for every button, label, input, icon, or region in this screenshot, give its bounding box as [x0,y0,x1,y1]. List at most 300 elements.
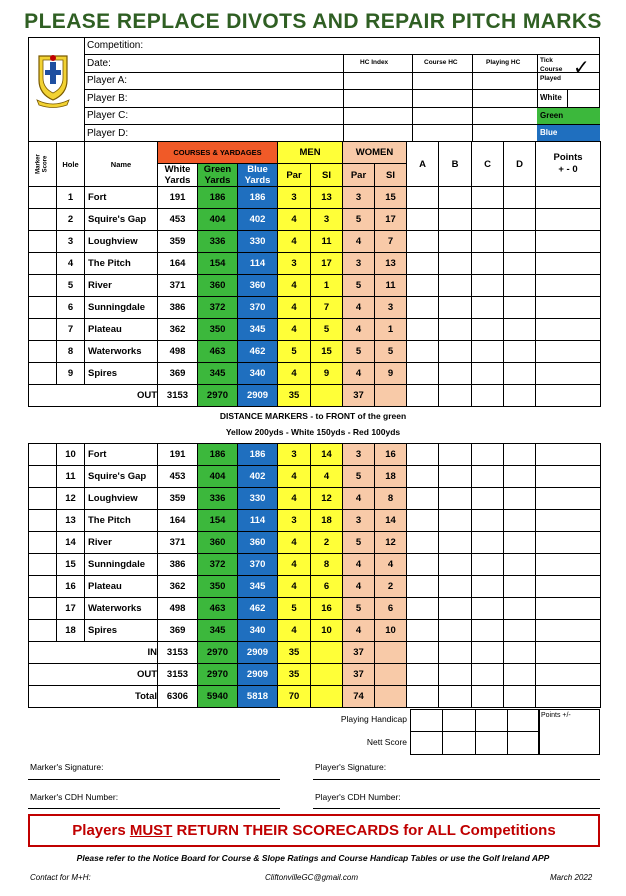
women-si: 11 [375,275,407,297]
player-c-score-cell[interactable] [472,187,504,209]
marker-score-cell[interactable] [29,319,57,341]
women-par-total: 37 [343,664,375,686]
player-b-score-cell[interactable] [439,363,472,385]
marker-score-cell[interactable] [29,363,57,385]
table-row [29,187,601,209]
men-si: 13 [311,187,343,209]
player-c-score-cell[interactable] [472,209,504,231]
player-b-score-cell[interactable] [439,444,472,466]
white-yards: 386 [158,297,198,319]
player-c-score-cell[interactable] [472,341,504,363]
white-yards: 453 [158,209,198,231]
hole-number: 9 [57,363,85,385]
blue-total: 2909 [238,642,278,664]
women-par: 4 [343,363,375,385]
points-cell[interactable] [536,510,601,532]
hole-name: Plateau [85,576,158,598]
green-yards: 404 [198,466,238,488]
women-si: 10 [375,620,407,642]
player-c-total-cell[interactable] [472,385,504,407]
hole-number: 15 [57,554,85,576]
men-header: MEN [278,142,343,164]
marker-score-cell[interactable] [29,341,57,363]
women-si: 18 [375,466,407,488]
women-par-total: 37 [343,642,375,664]
footer-date: March 2022 [550,873,593,882]
player-a-score-cell[interactable] [407,488,439,510]
points-cell[interactable] [536,341,601,363]
men-par: 3 [278,187,311,209]
player-c-score-cell[interactable] [472,231,504,253]
player-a-score-cell[interactable] [407,209,439,231]
player-b-score-cell[interactable] [439,187,472,209]
player-a-score-cell[interactable] [407,620,439,642]
points-cell[interactable] [536,319,601,341]
marker-score-header: Marker Score [29,142,57,187]
hole-name: Sunningdale [85,554,158,576]
green-yards: 336 [198,488,238,510]
hole-number: 16 [57,576,85,598]
player-b-score-cell[interactable] [439,598,472,620]
men-par-header: Par [278,164,311,187]
player-b-total-cell[interactable] [439,642,472,664]
player-b-score-cell[interactable] [439,576,472,598]
blue-yards: 114 [238,253,278,275]
points-cell[interactable] [536,554,601,576]
table-row [29,466,601,488]
women-par-total: 37 [343,385,375,407]
player-b-label: Player B: [87,93,128,104]
player-a-score-cell[interactable] [407,297,439,319]
marker-score-cell[interactable] [29,187,57,209]
player-a-total-cell[interactable] [407,642,439,664]
white-yards: 498 [158,341,198,363]
green-total: 5940 [198,686,238,708]
green-yards: 404 [198,209,238,231]
hole-number: 4 [57,253,85,275]
player-a-score-cell[interactable] [407,319,439,341]
marker-score-cell[interactable] [29,532,57,554]
blue-yards: 462 [238,598,278,620]
men-par: 4 [278,554,311,576]
hole-name: Squire's Gap [85,466,158,488]
total-label: Total [29,686,158,708]
table-row [29,319,601,341]
women-par: 3 [343,253,375,275]
green-yards: 350 [198,576,238,598]
player-d-score-cell[interactable] [504,209,536,231]
marker-score-cell[interactable] [29,253,57,275]
white-yards: 498 [158,598,198,620]
hole-number: 12 [57,488,85,510]
player-d-score-cell[interactable] [504,231,536,253]
men-par: 3 [278,253,311,275]
marker-score-cell[interactable] [29,620,57,642]
points-cell[interactable] [536,444,601,466]
player-c-score-cell[interactable] [472,598,504,620]
total-row [29,664,601,686]
hole-number: 17 [57,598,85,620]
player-d-score-cell[interactable] [504,275,536,297]
women-par: 4 [343,576,375,598]
player-a-score-cell[interactable] [407,554,439,576]
points-total-cell[interactable] [536,642,601,664]
player-a-score-cell[interactable] [407,231,439,253]
player-d-total-cell[interactable] [504,686,536,708]
player-a-score-cell[interactable] [407,510,439,532]
player-b-col-header: B [439,142,472,187]
player-b-score-cell[interactable] [439,231,472,253]
men-par: 3 [278,510,311,532]
women-si-header: SI [375,164,407,187]
women-par: 5 [343,598,375,620]
women-par: 5 [343,209,375,231]
total-label: IN [29,642,158,664]
player-a-score-cell[interactable] [407,444,439,466]
men-par: 4 [278,275,311,297]
blue-yards: 330 [238,231,278,253]
points-cell[interactable] [536,576,601,598]
hole-name: The Pitch [85,510,158,532]
marker-score-cell[interactable] [29,576,57,598]
women-si: 2 [375,576,407,598]
men-si: 7 [311,297,343,319]
blue-yards: 340 [238,620,278,642]
player-b-score-cell[interactable] [439,319,472,341]
white-yards: 371 [158,532,198,554]
women-si: 9 [375,363,407,385]
player-d-score-cell[interactable] [504,510,536,532]
player-c-score-cell[interactable] [472,510,504,532]
white-total: 6306 [158,686,198,708]
men-si: 4 [311,466,343,488]
women-par: 5 [343,466,375,488]
marker-score-cell[interactable] [29,275,57,297]
back-nine-table [28,443,601,708]
men-si: 5 [311,319,343,341]
playing-handicap-label: Playing Handicap [340,714,407,724]
player-b-score-cell[interactable] [439,209,472,231]
women-si-empty [375,686,407,708]
table-row [29,598,601,620]
women-si: 3 [375,297,407,319]
table-row [29,231,601,253]
men-par: 4 [278,297,311,319]
men-si: 2 [311,532,343,554]
women-si-empty [375,642,407,664]
women-si-empty [375,385,407,407]
points-cell[interactable] [536,231,601,253]
hole-name: River [85,532,158,554]
men-par-total: 70 [278,686,311,708]
player-b-score-cell[interactable] [439,488,472,510]
player-d-score-cell[interactable] [504,253,536,275]
green-yards: 154 [198,253,238,275]
player-c-total-cell[interactable] [472,686,504,708]
points-pm-label: Points +/- [541,712,571,719]
playing-hc-label: Playing HC [486,59,521,66]
player-a-score-cell[interactable] [407,576,439,598]
player-a-score-cell[interactable] [407,532,439,554]
table-row [29,620,601,642]
player-c-score-cell[interactable] [472,275,504,297]
player-b-score-cell[interactable] [439,532,472,554]
points-cell[interactable] [536,253,601,275]
player-b-total-cell[interactable] [439,385,472,407]
women-si: 15 [375,187,407,209]
men-par: 4 [278,576,311,598]
table-row [29,554,601,576]
player-a-score-cell[interactable] [407,363,439,385]
tick-course-label: Tick Course Played [540,57,563,82]
men-par: 4 [278,532,311,554]
notice-board-note: Please refer to the Notice Board for Course & Slope Ratings and Course Handicap Tables or use the Golf Ireland APP [76,853,550,863]
player-a-score-cell[interactable] [407,275,439,297]
hole-number: 7 [57,319,85,341]
player-c-score-cell[interactable] [472,319,504,341]
points-cell[interactable] [536,532,601,554]
blue-yards-header: Blue Yards [238,164,278,187]
hole-number: 5 [57,275,85,297]
player-c-score-cell[interactable] [472,253,504,275]
player-d-total-cell[interactable] [504,642,536,664]
marker-score-cell[interactable] [29,444,57,466]
blue-total: 2909 [238,385,278,407]
marker-score-cell[interactable] [29,488,57,510]
player-d-score-cell[interactable] [504,187,536,209]
player-c-score-cell[interactable] [472,532,504,554]
player-b-score-cell[interactable] [439,620,472,642]
player-d-score-cell[interactable] [504,554,536,576]
white-yards: 164 [158,510,198,532]
player-a-score-cell[interactable] [407,187,439,209]
green-total: 2970 [198,385,238,407]
player-b-score-cell[interactable] [439,554,472,576]
player-c-score-cell[interactable] [472,444,504,466]
player-d-score-cell[interactable] [504,532,536,554]
white-yards: 369 [158,363,198,385]
player-b-score-cell[interactable] [439,510,472,532]
women-par: 3 [343,187,375,209]
player-c-score-cell[interactable] [472,576,504,598]
player-c-total-cell[interactable] [472,642,504,664]
points-total-cell[interactable] [536,385,601,407]
points-total-cell[interactable] [536,664,601,686]
points-cell[interactable] [536,297,601,319]
green-yards: 345 [198,620,238,642]
marker-score-cell[interactable] [29,598,57,620]
player-b-score-cell[interactable] [439,297,472,319]
player-d-score-cell[interactable] [504,488,536,510]
table-row [29,363,601,385]
green-yards: 463 [198,341,238,363]
player-c-score-cell[interactable] [472,363,504,385]
hole-name: Loughview [85,231,158,253]
hole-number: 8 [57,341,85,363]
women-si: 4 [375,554,407,576]
green-yards: 360 [198,275,238,297]
men-par: 4 [278,620,311,642]
marker-cdh-label: Marker's CDH Number: [30,792,119,802]
player-d-score-cell[interactable] [504,620,536,642]
blue-yards: 360 [238,275,278,297]
player-c-score-cell[interactable] [472,466,504,488]
hole-name: Waterworks [85,341,158,363]
white-yards: 359 [158,488,198,510]
hole-name: Plateau [85,319,158,341]
player-a-total-cell[interactable] [407,664,439,686]
player-d-score-cell[interactable] [504,576,536,598]
hole-name: Sunningdale [85,297,158,319]
player-a-score-cell[interactable] [407,598,439,620]
green-yards: 360 [198,532,238,554]
player-b-total-cell[interactable] [439,686,472,708]
green-yards: 345 [198,363,238,385]
table-row [29,444,601,466]
player-b-score-cell[interactable] [439,341,472,363]
hole-number: 6 [57,297,85,319]
hc-index-label: HC Index [360,59,389,66]
men-par: 4 [278,363,311,385]
marker-score-cell[interactable] [29,510,57,532]
player-d-score-cell[interactable] [504,444,536,466]
points-cell[interactable] [536,209,601,231]
men-si: 15 [311,341,343,363]
table-row [29,488,601,510]
nett-score-label: Nett Score [366,737,407,747]
table-row [29,253,601,275]
hole-number: 13 [57,510,85,532]
women-par: 4 [343,231,375,253]
player-d-score-cell[interactable] [504,363,536,385]
men-si: 18 [311,510,343,532]
white-yards: 164 [158,253,198,275]
women-si: 1 [375,319,407,341]
blue-yards: 340 [238,363,278,385]
hole-name: River [85,275,158,297]
player-signature-label: Player's Signature: [315,762,387,772]
table-row [29,209,601,231]
men-si: 1 [311,275,343,297]
player-d-score-cell[interactable] [504,598,536,620]
player-c-score-cell[interactable] [472,620,504,642]
competition-label: Competition: [87,40,144,51]
green-yards: 336 [198,231,238,253]
men-si: 16 [311,598,343,620]
total-row [29,642,601,664]
women-par: 4 [343,319,375,341]
points-cell[interactable] [536,598,601,620]
women-par: 3 [343,444,375,466]
player-d-score-cell[interactable] [504,319,536,341]
blue-yards: 345 [238,576,278,598]
tick-mark-icon: ✓ [573,57,590,79]
green-yards: 372 [198,554,238,576]
points-cell[interactable] [536,488,601,510]
player-d-score-cell[interactable] [504,341,536,363]
points-header: Points + - 0 [536,142,601,187]
white-total: 3153 [158,664,198,686]
player-b-score-cell[interactable] [439,275,472,297]
email-address: CliftonvilleGC@gmail.com [265,873,359,882]
total-label: OUT [29,664,158,686]
points-cell[interactable] [536,466,601,488]
hole-name: Spires [85,363,158,385]
men-par: 5 [278,341,311,363]
total-row [29,686,601,708]
player-a-total-cell[interactable] [407,385,439,407]
points-total-cell[interactable] [536,686,601,708]
points-cell[interactable] [536,275,601,297]
player-a-score-cell[interactable] [407,466,439,488]
points-cell[interactable] [536,363,601,385]
player-a-score-cell[interactable] [407,341,439,363]
player-c-score-cell[interactable] [472,554,504,576]
player-d-score-cell[interactable] [504,466,536,488]
white-yards: 191 [158,444,198,466]
front-nine-table [28,141,601,407]
white-yards: 369 [158,620,198,642]
women-si: 14 [375,510,407,532]
women-si: 12 [375,532,407,554]
white-yards: 359 [158,231,198,253]
men-par: 4 [278,231,311,253]
marker-score-cell[interactable] [29,209,57,231]
men-par: 4 [278,488,311,510]
player-d-total-cell[interactable] [504,664,536,686]
player-a-label: Player A: [87,75,128,86]
points-cell[interactable] [536,620,601,642]
player-b-score-cell[interactable] [439,253,472,275]
men-si-empty [311,664,343,686]
player-a-total-cell[interactable] [407,686,439,708]
men-si: 11 [311,231,343,253]
player-c-total-cell[interactable] [472,664,504,686]
marker-score-cell[interactable] [29,466,57,488]
men-par-total: 35 [278,385,311,407]
player-b-score-cell[interactable] [439,466,472,488]
table-row [29,510,601,532]
player-a-score-cell[interactable] [407,253,439,275]
blue-yards: 402 [238,466,278,488]
hole-name: Loughview [85,488,158,510]
player-d-total-cell[interactable] [504,385,536,407]
green-total: 2970 [198,642,238,664]
points-cell[interactable] [536,187,601,209]
women-si-empty [375,664,407,686]
green-yards: 186 [198,187,238,209]
women-si: 5 [375,341,407,363]
white-yards: 362 [158,319,198,341]
marker-signature-label: Marker's Signature: [30,762,104,772]
men-si: 14 [311,444,343,466]
women-header: WOMEN [343,142,407,164]
green-yards: 154 [198,510,238,532]
player-c-score-cell[interactable] [472,488,504,510]
blue-yards: 186 [238,187,278,209]
marker-score-cell[interactable] [29,554,57,576]
men-si-empty [311,385,343,407]
player-c-score-cell[interactable] [472,297,504,319]
player-b-total-cell[interactable] [439,664,472,686]
women-par: 5 [343,532,375,554]
men-si: 10 [311,620,343,642]
women-par-header: Par [343,164,375,187]
marker-score-cell[interactable] [29,297,57,319]
white-yards: 371 [158,275,198,297]
marker-score-cell[interactable] [29,231,57,253]
player-d-score-cell[interactable] [504,297,536,319]
